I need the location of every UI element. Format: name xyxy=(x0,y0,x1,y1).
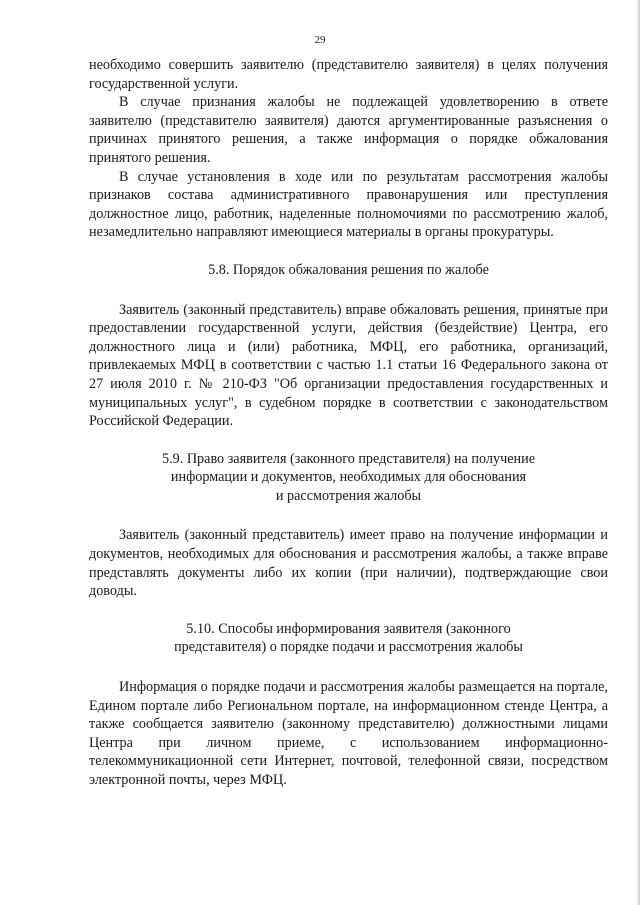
paragraph-rejection-response: В случае признания жалобы не подлежащей удовлетворению в ответе заявителю (представителю заявителя) даются аргументированные разъяснения о причинах принятого решения, а также информация о порядке обжалования принятого решения. xyxy=(89,94,608,166)
spacer xyxy=(89,601,608,620)
section-heading-5-8: 5.8. Порядок обжалования решения по жалобе xyxy=(208,261,489,278)
section-heading-5-9 xyxy=(89,450,608,506)
section-paragraph-5-8: Заявитель (законный представитель) вправе обжаловать решения, принятые при предоставлении государственной услуги, действия (бездействие) Центра, его должностного лица и (или) работника, МФЦ, его работника, организаций, привлекаемых МФЦ в соответствии с частью 1.1 статьи 16 Федерального закона от 27 июля 2010 г. № 210-ФЗ "Об организации предоставления государственных и муниципальных услуг", в судебном порядке в соответствии с законодательством Российской Федерации. xyxy=(89,301,608,430)
paragraph-continuation: необходимо совершить заявителю (представителю заявителя) в целях получения государственной услуги. xyxy=(89,57,608,92)
section-heading-5-10 xyxy=(89,620,608,657)
heading-line: 5.9. Право заявителя (законного представителя) на получение xyxy=(161,450,536,467)
paragraph-violation-detected: В случае установления в ходе или по результатам рассмотрения жалобы признаков состава административного правонарушения или преступления должностное лицо, работник, наделенные полномочиями по рассмотрению жалоб, незамедлительно направляют имеющиеся материалы в органы прокуратуры. xyxy=(89,168,608,241)
heading-line: 5.10. Способы информирования заявителя (законного xyxy=(186,620,511,637)
page-number: 29 xyxy=(314,34,326,46)
document-body xyxy=(89,56,608,790)
spacer xyxy=(89,280,608,301)
heading-line: представителя) о порядке подачи и рассмотрения жалобы xyxy=(174,639,523,656)
heading-line: и рассмотрения жалобы xyxy=(275,487,422,504)
spacer xyxy=(89,657,608,678)
page-edge-shadow xyxy=(636,0,640,905)
section-paragraph-5-9: Заявитель (законный представитель) имеет право на получение информации и документов, необходимых для обоснования и рассмотрения жалобы, а также вправе представлять документы либо их копии (при наличии), подтверждающие свои доводы. xyxy=(89,527,608,600)
spacer xyxy=(89,431,608,450)
spacer xyxy=(89,242,608,261)
heading-line: информации и документов, необходимых для обоснования xyxy=(170,469,527,486)
spacer xyxy=(89,505,608,526)
section-paragraph-5-10: Информация о порядке подачи и рассмотрения жалобы размещается на портале, Едином портале либо Региональном портале, на информационном стенде Центра, а также сообщается заявителю (законному представителю) должностными лицами Центра при личном приеме, с использованием информационно-телекоммуникационной сети Интернет, почтовой, телефонной связи, посредством электронной почты, через МФЦ. xyxy=(89,679,608,788)
